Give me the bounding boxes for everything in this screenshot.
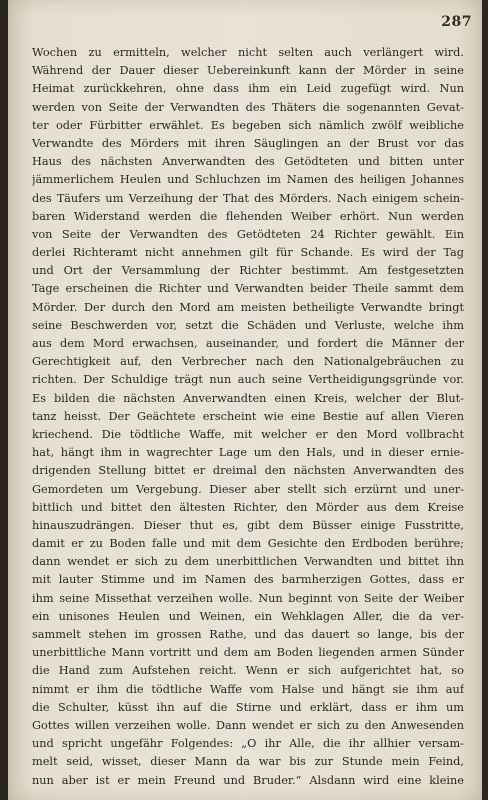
text-line: Heimat zurückkehren, ohne dass ihm ein Leid zugefügt wird. Nun	[32, 82, 464, 96]
text-line: die Schulter, küsst ihn auf die Stirne und erklärt, dass er ihm um	[32, 700, 464, 714]
text-line: und spricht ungefähr Folgendes: „O ihr Alle, die ihr allhier versam-	[32, 737, 464, 751]
text-line: nimmt er ihm die tödtliche Waffe vom Halse und hängt sie ihm auf	[32, 682, 464, 696]
text-line: Gemordeten um Vergebung. Dieser aber stellt sich erzürnt und uner-	[32, 482, 464, 496]
text-line: nun aber ist er mein Freund und Bruder.“ Alsdann wird eine kleine	[32, 773, 464, 787]
text-line: richten. Der Schuldige trägt nun auch seine Vertheidigungsgründe vor.	[32, 373, 464, 387]
text-line: melt seid, wisset, dieser Mann da war bis zur Stunde mein Feind,	[32, 755, 464, 769]
text-line: und Ort der Versammlung der Richter bestimmt. Am festgesetzten	[32, 264, 464, 278]
text-line: jämmerlichem Heulen und Schluchzen im Namen des heiligen Johannes	[32, 173, 464, 187]
text-line: werden von Seite der Verwandten des Thäters die sogenannten Gevat-	[32, 100, 464, 114]
text-line: die Hand zum Aufstehen reicht. Wenn er sich aufgerichtet hat, so	[32, 664, 464, 678]
library-stamp-mark	[42, 786, 162, 795]
text-line: seine Beschwerden vor, setzt die Schäden und Verluste, welche ihm	[32, 318, 464, 332]
text-line: unerbittliche Mann vortritt und dem am Boden liegenden armen Sünder	[32, 646, 464, 660]
text-line: Tage erscheinen die Richter und Verwandten beider Theile sammt dem	[32, 282, 464, 296]
text-line: derlei Richteramt nicht annehmen gilt für Schande. Es wird der Tag	[32, 246, 464, 260]
text-line: Wochen zu ermitteln, welcher nicht selten auch verlängert wird.	[32, 46, 464, 59]
text-line: ter oder Fürbitter erwählet. Es begeben sich nämlich zwölf weibliche	[32, 118, 464, 132]
text-line: Mörder. Der durch den Mord am meisten betheiligte Verwandte bringt	[32, 300, 464, 314]
text-line: Haus des nächsten Anverwandten des Getödteten und bitten unter	[32, 155, 464, 169]
text-line: ihm seine Missethat verzeihen wolle. Nun beginnt von Seite der Weiber	[32, 591, 464, 605]
text-line: Gerechtigkeit auf, den Verbrecher nach den Nationalgebräuchen zu	[32, 355, 464, 369]
text-line: hat, hängt ihm in wagrechter Lage um den Hals, und in dieser ernie-	[32, 446, 464, 460]
text-line: tanz heisst. Der Geächtete erscheint wie eine Bestie auf allen Vieren	[32, 409, 464, 423]
text-line: sammelt stehen im grossen Rathe, und das dauert so lange, bis der	[32, 628, 464, 641]
text-line: drigenden Stellung bittet er dreimal den nächsten Anverwandten des	[32, 464, 464, 478]
text-line: Es bilden die nächsten Anverwandten einen Kreis, welcher der Blut-	[32, 391, 464, 405]
text-line: Gottes willen verzeihen wolle. Dann wendet er sich zu den Anwesenden	[32, 718, 464, 732]
text-line: bittlich und bittet den ältesten Richter, den Mörder aus dem Kreise	[32, 500, 464, 514]
text-line: baren Widerstand werden die flehenden Weiber erhört. Nun werden	[32, 209, 464, 223]
text-line: Während der Dauer dieser Uebereinkunft kann der Mörder in seine	[32, 64, 464, 78]
text-line: ein unisones Heulen und Weinen, ein Wehklagen Aller, die da ver-	[32, 609, 464, 623]
text-line: damit er zu Boden falle und mit dem Gesichte den Erdboden berühre;	[32, 537, 464, 551]
text-line: des Täufers um Verzeihung der That des Mörders. Nach einigem schein-	[32, 191, 464, 205]
text-line: von Seite der Verwandten des Getödteten 24 Richter gewählt. Ein	[32, 227, 464, 241]
body-text	[32, 44, 464, 790]
text-line: dann wendet er sich zu dem unerbittlichen Verwandten und bittet ihn	[32, 555, 464, 569]
text-line: mit lauter Stimme und im Namen des barmherzigen Gottes, dass er	[32, 573, 464, 587]
text-line: Verwandte des Mörders mit ihren Säuglingen an der Brust vor das	[32, 136, 464, 150]
text-line: hinauszudrängen. Dieser thut es, gibt dem Büsser einige Fusstritte,	[32, 518, 464, 532]
page-number: 287	[441, 14, 472, 30]
text-line: aus dem Mord erwachsen, auseinander, und fordert die Männer der	[32, 337, 464, 350]
text-line: kriechend. Die tödtliche Waffe, mit welcher er den Mord vollbracht	[32, 427, 464, 441]
book-page	[8, 0, 482, 800]
